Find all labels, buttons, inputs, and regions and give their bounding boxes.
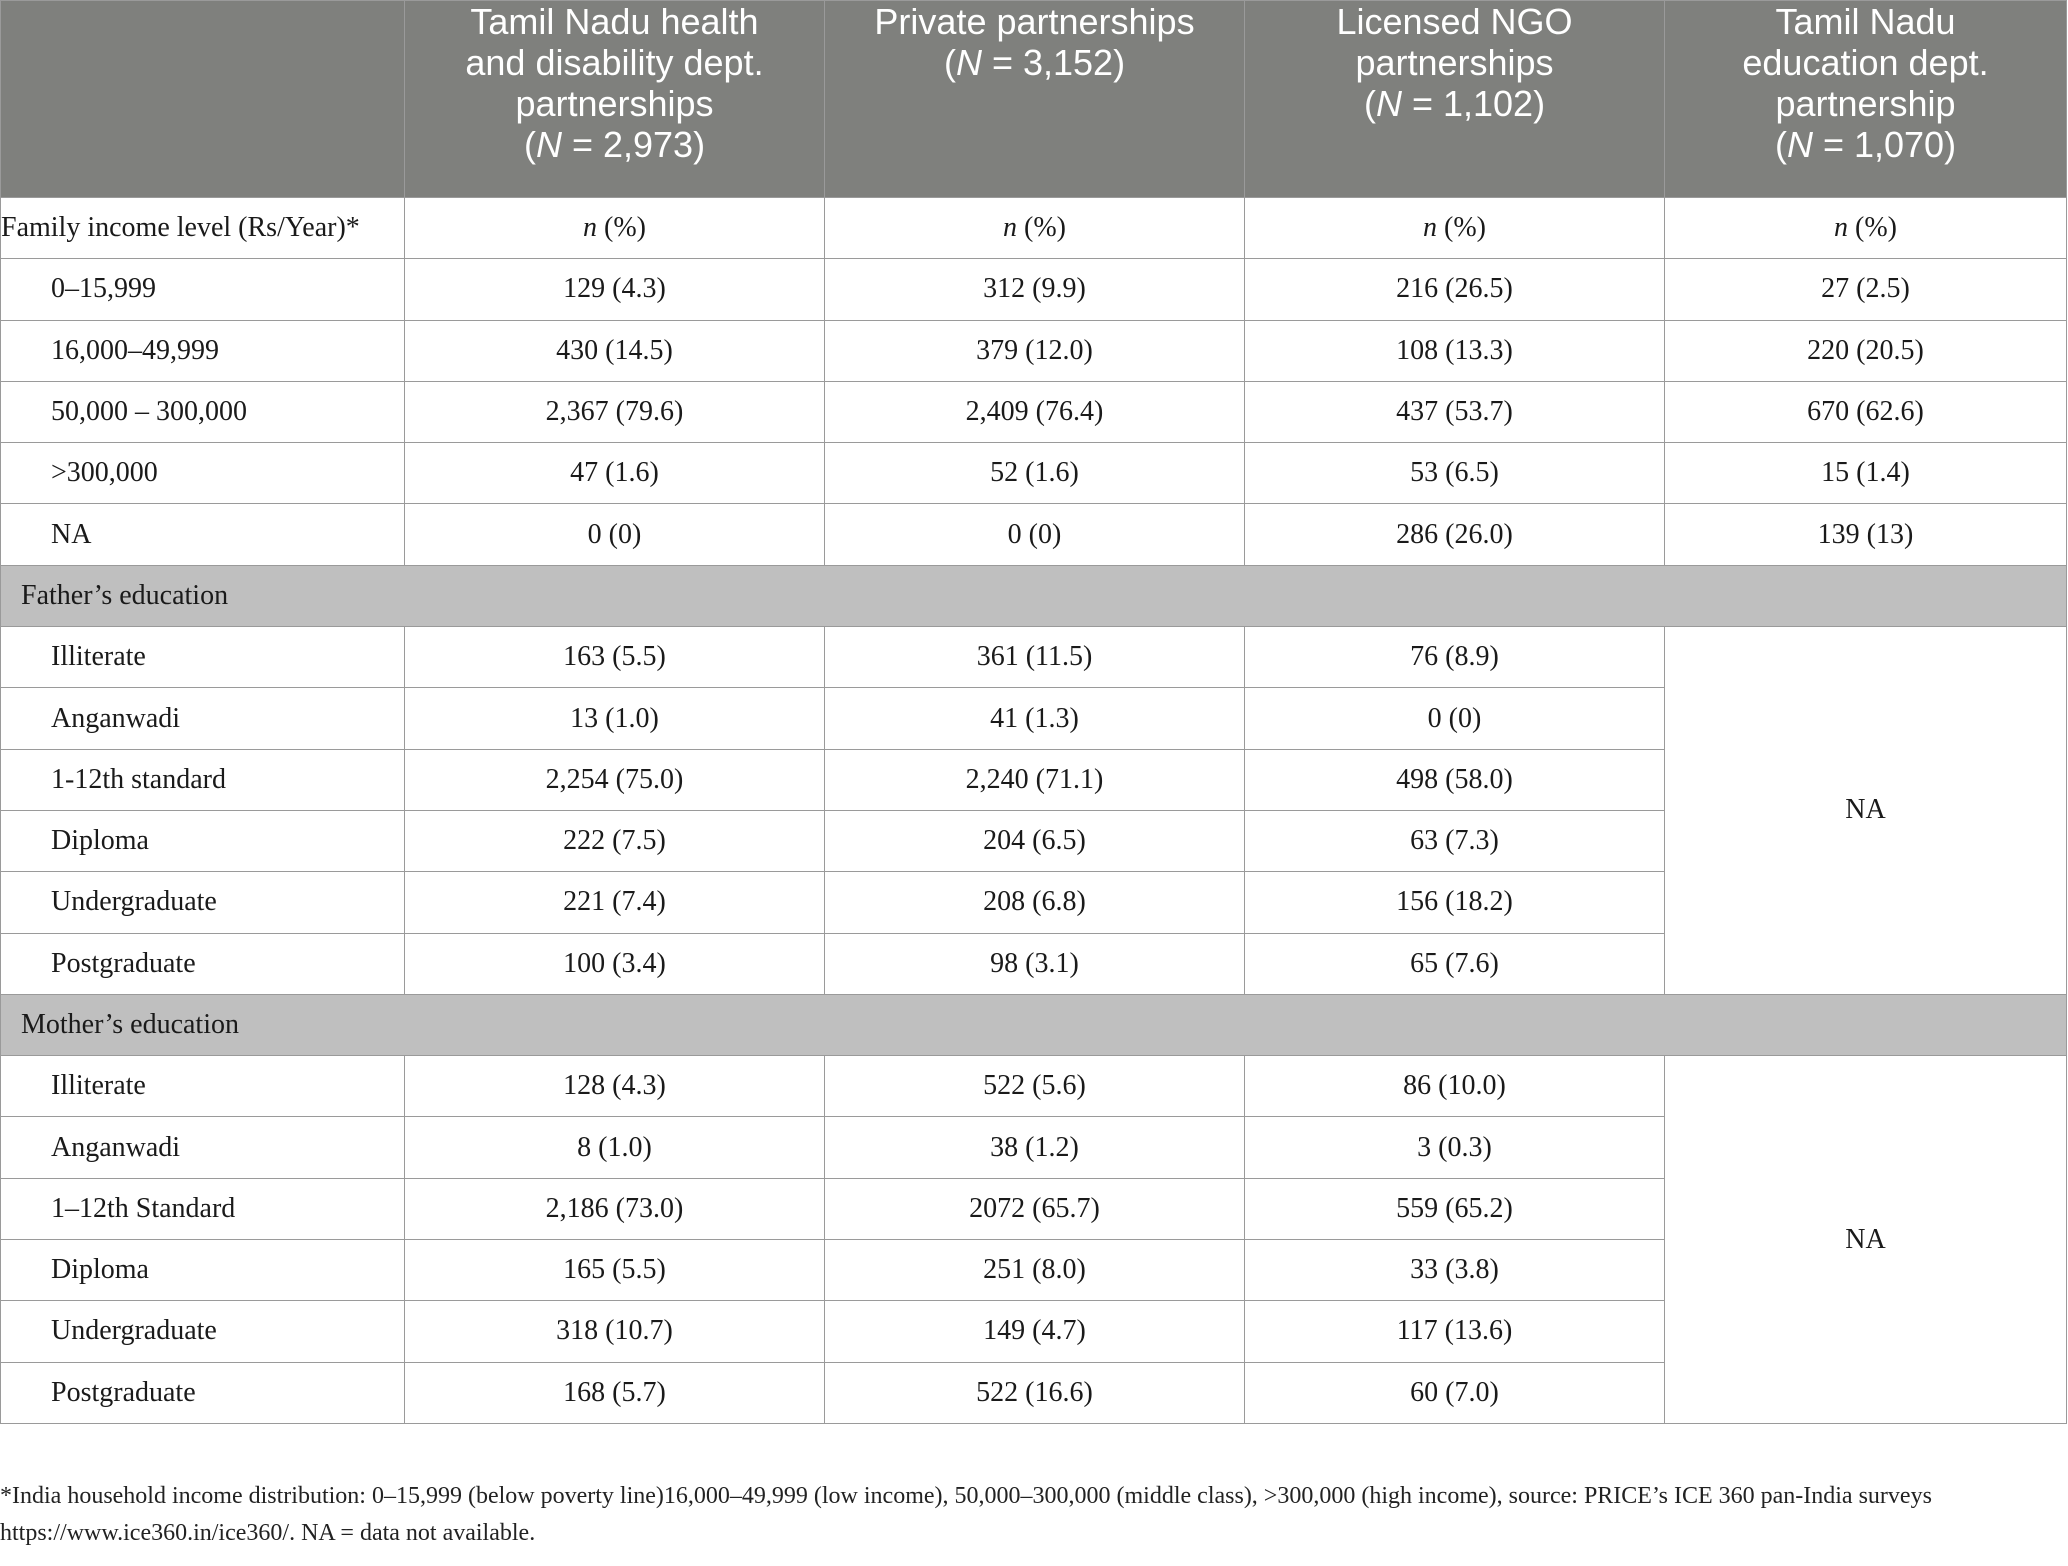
table-cell: 220 (20.5) — [1665, 320, 2067, 381]
column-header-label: Tamil Nadu health and disability dept. partnerships — [465, 1, 764, 124]
row-label: 16,000–49,999 — [1, 320, 405, 381]
table-cell: 47 (1.6) — [405, 443, 825, 504]
row-label: Postgraduate — [1, 933, 405, 994]
row-label: Illiterate — [1, 627, 405, 688]
table-cell: 2,409 (76.4) — [825, 381, 1245, 442]
n-value: = 3,152 — [981, 42, 1114, 83]
row-label: Anganwadi — [1, 688, 405, 749]
table-cell: 2,367 (79.6) — [405, 381, 825, 442]
n-symbol: N — [535, 124, 562, 165]
mother-education-section-row — [1, 994, 2067, 1055]
row-label: >300,000 — [1, 443, 405, 504]
table-cell: 208 (6.8) — [825, 872, 1245, 933]
row-label: Diploma — [1, 810, 405, 871]
row-label: 0–15,999 — [1, 259, 405, 320]
table-cell: 221 (7.4) — [405, 872, 825, 933]
table-cell: 670 (62.6) — [1665, 381, 2067, 442]
n-value: = 1,102 — [1401, 83, 1534, 124]
table-footnote: *India household income distribution: 0–15,999 (below poverty line)16,000–49,999 (low income), 50,000–300,000 (middle class), >300,000 (high income), source: PRICE’s ICE 360 pan-India surveys https://www.ice360.in/ice360/. NA = data not available. — [0, 1483, 1932, 1546]
column-header-n: (N = 1,102) — [1363, 83, 1546, 124]
unit-percent: (%) — [1848, 212, 1897, 244]
mother-education-na-cell: NA — [1665, 1056, 2067, 1424]
row-label: Illiterate — [1, 1056, 405, 1117]
table-cell: 204 (6.5) — [825, 810, 1245, 871]
table-cell: 0 (0) — [1245, 688, 1665, 749]
row-label: Anganwadi — [1, 1117, 405, 1178]
table-cell: 0 (0) — [825, 504, 1245, 565]
table-cell: 318 (10.7) — [405, 1301, 825, 1362]
table-cell: 100 (3.4) — [405, 933, 825, 994]
column-header-1 — [405, 1, 825, 198]
table-cell: 98 (3.1) — [825, 933, 1245, 994]
table-cell: 63 (7.3) — [1245, 810, 1665, 871]
column-header-2 — [825, 1, 1245, 198]
row-label: Postgraduate — [1, 1362, 405, 1423]
column-header-label: Tamil Nadu education dept. partnership — [1742, 1, 1989, 124]
table-cell: 156 (18.2) — [1245, 872, 1665, 933]
table-cell: 76 (8.9) — [1245, 627, 1665, 688]
table-cell: 128 (4.3) — [405, 1056, 825, 1117]
header-empty-cell — [1, 1, 405, 198]
column-header-n: (N = 1,070) — [1774, 124, 1957, 165]
table-cell: 286 (26.0) — [1245, 504, 1665, 565]
n-symbol: N — [1786, 124, 1813, 165]
father-education-section-label: Father’s education — [1, 565, 2067, 626]
table-cell: 3 (0.3) — [1245, 1117, 1665, 1178]
table-cell: 60 (7.0) — [1245, 1362, 1665, 1423]
table-cell: 498 (58.0) — [1245, 749, 1665, 810]
unit-n: n — [1423, 212, 1437, 244]
unit-cell — [1245, 198, 1665, 259]
table-cell: 168 (5.7) — [405, 1362, 825, 1423]
table-cell: 117 (13.6) — [1245, 1301, 1665, 1362]
table-cell: 13 (1.0) — [405, 688, 825, 749]
row-label: 1–12th Standard — [1, 1178, 405, 1239]
column-header-label: Licensed NGO partnerships — [1336, 1, 1573, 83]
table-cell: 65 (7.6) — [1245, 933, 1665, 994]
table-cell: 86 (10.0) — [1245, 1056, 1665, 1117]
table-cell: 38 (1.2) — [825, 1117, 1245, 1178]
table-cell: 0 (0) — [405, 504, 825, 565]
column-header-n: (N = 2,973) — [523, 124, 706, 165]
unit-cell — [405, 198, 825, 259]
column-header-3 — [1245, 1, 1665, 198]
table-row — [1, 381, 2067, 442]
table-cell: 437 (53.7) — [1245, 381, 1665, 442]
table-cell: 15 (1.4) — [1665, 443, 2067, 504]
unit-cell — [825, 198, 1245, 259]
unit-cell — [1665, 198, 2067, 259]
row-label: Undergraduate — [1, 1301, 405, 1362]
unit-percent: (%) — [597, 212, 646, 244]
unit-n: n — [583, 212, 597, 244]
father-education-na-cell: NA — [1665, 627, 2067, 995]
header-row — [1, 1, 2067, 198]
table-cell: 129 (4.3) — [405, 259, 825, 320]
row-label: Diploma — [1, 1240, 405, 1301]
table-cell: 2,254 (75.0) — [405, 749, 825, 810]
table-cell: 222 (7.5) — [405, 810, 825, 871]
row-label: NA — [1, 504, 405, 565]
table-cell: 2072 (65.7) — [825, 1178, 1245, 1239]
table-cell: 361 (11.5) — [825, 627, 1245, 688]
unit-percent: (%) — [1017, 212, 1066, 244]
unit-percent: (%) — [1437, 212, 1486, 244]
table-row — [1, 1056, 2067, 1117]
table-cell: 33 (3.8) — [1245, 1240, 1665, 1301]
table-cell: 27 (2.5) — [1665, 259, 2067, 320]
table-cell: 53 (6.5) — [1245, 443, 1665, 504]
table-cell: 8 (1.0) — [405, 1117, 825, 1178]
table-row — [1, 443, 2067, 504]
income-header-row — [1, 198, 2067, 259]
table-cell: 312 (9.9) — [825, 259, 1245, 320]
table-cell: 430 (14.5) — [405, 320, 825, 381]
unit-n: n — [1834, 212, 1848, 244]
column-header-label: Private partnerships — [874, 1, 1195, 42]
table-cell: 2,186 (73.0) — [405, 1178, 825, 1239]
table-cell: 559 (65.2) — [1245, 1178, 1665, 1239]
table-row — [1, 627, 2067, 688]
table-cell: 163 (5.5) — [405, 627, 825, 688]
table-body — [1, 198, 2067, 1424]
table-cell: 52 (1.6) — [825, 443, 1245, 504]
table-row — [1, 504, 2067, 565]
row-label: 50,000 – 300,000 — [1, 381, 405, 442]
table-cell: 251 (8.0) — [825, 1240, 1245, 1301]
table-cell: 2,240 (71.1) — [825, 749, 1245, 810]
table-row — [1, 320, 2067, 381]
father-education-section-row — [1, 565, 2067, 626]
n-value: = 1,070 — [1812, 124, 1945, 165]
income-section-label: Family income level (Rs/Year)* — [1, 198, 405, 259]
table-cell: 149 (4.7) — [825, 1301, 1245, 1362]
table-cell: 379 (12.0) — [825, 320, 1245, 381]
table-cell: 139 (13) — [1665, 504, 2067, 565]
row-label: Undergraduate — [1, 872, 405, 933]
unit-n: n — [1003, 212, 1017, 244]
table-cell: 522 (16.6) — [825, 1362, 1245, 1423]
mother-education-section-label: Mother’s education — [1, 994, 2067, 1055]
table-cell: 216 (26.5) — [1245, 259, 1665, 320]
n-value: = 2,973 — [561, 124, 694, 165]
table-row — [1, 259, 2067, 320]
n-symbol: N — [955, 42, 982, 83]
table-cell: 165 (5.5) — [405, 1240, 825, 1301]
n-symbol: N — [1375, 83, 1402, 124]
row-label: 1-12th standard — [1, 749, 405, 810]
table-header — [1, 1, 2067, 198]
column-header-n: (N = 3,152) — [943, 42, 1126, 83]
table-cell: 41 (1.3) — [825, 688, 1245, 749]
column-header-4 — [1665, 1, 2067, 198]
table-cell: 108 (13.3) — [1245, 320, 1665, 381]
table-cell: 522 (5.6) — [825, 1056, 1245, 1117]
